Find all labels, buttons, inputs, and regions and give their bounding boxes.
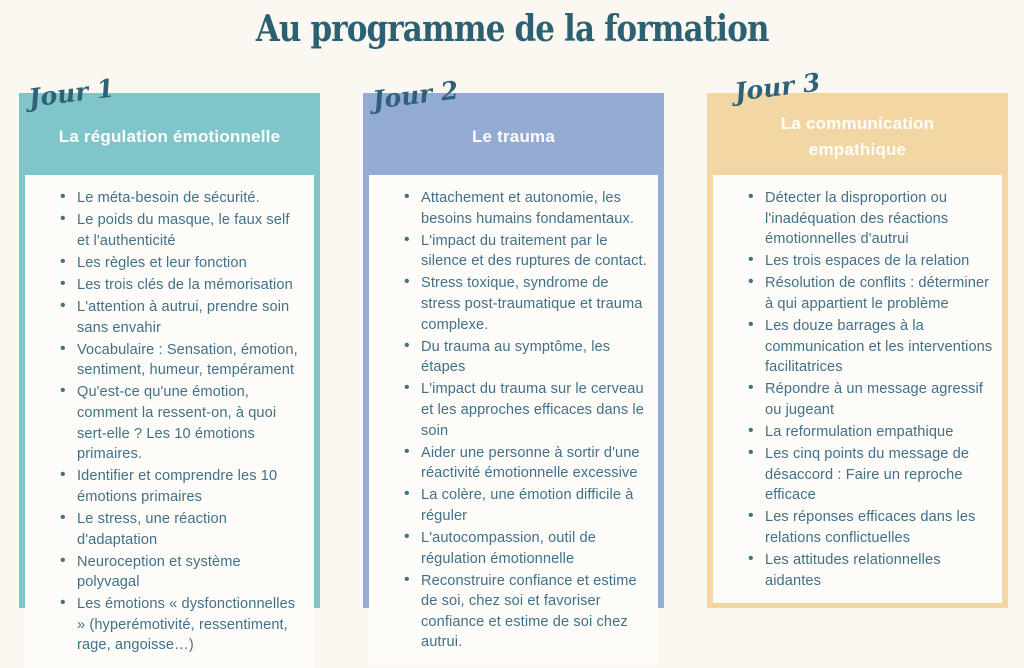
day-2-body bbox=[369, 175, 658, 665]
topic-item: • La reformulation empathique bbox=[747, 422, 994, 443]
topic-item: • Les douze barrages à la communication et les interventions facilitatrices bbox=[747, 316, 994, 378]
topic-item: • Le poids du masque, le faux self et l'authenticité bbox=[59, 210, 306, 251]
day-2-handwritten-label: Jour 2 bbox=[371, 75, 460, 115]
topic-item: • Le stress, une réaction d'adaptation bbox=[59, 509, 306, 550]
page-title-text: Au programme de la formation bbox=[255, 8, 769, 50]
topic-item: • Identifier et comprendre les 10 émotions primaires bbox=[59, 466, 306, 507]
topic-item: • Stress toxique, syndrome de stress post-traumatique et trauma complexe. bbox=[403, 273, 650, 335]
topic-item: • Aider une personne à sortir d'une réactivité émotionnelle excessive bbox=[403, 443, 650, 484]
day-3-topic-list bbox=[713, 175, 1002, 603]
day-3-handwritten-label: Jour 3 bbox=[733, 67, 822, 107]
topic-item: • Attachement et autonomie, les besoins humains fondamentaux. bbox=[403, 188, 650, 229]
page-title bbox=[0, 0, 1024, 50]
topic-item: • L'autocompassion, outil de régulation émotionnelle bbox=[403, 528, 650, 569]
day-1-handwritten-label: Jour 1 bbox=[27, 73, 116, 113]
topic-item: • L'impact du trauma sur le cerveau et les approches efficaces dans le soin bbox=[403, 379, 650, 441]
topic-item: • Répondre à un message agressif ou jugeant bbox=[747, 379, 994, 420]
topic-item: • Les trois espaces de la relation bbox=[747, 251, 994, 272]
day-1-body bbox=[25, 175, 314, 668]
topic-item: • Du trauma au symptôme, les étapes bbox=[403, 337, 650, 378]
day-3-title: La communication empathique bbox=[780, 114, 935, 159]
topic-item: • Les attitudes relationnelles aidantes bbox=[747, 550, 994, 591]
topic-item: • Reconstruire confiance et estime de soi, chez soi et favoriser confiance et estime de soi chez autrui. bbox=[403, 571, 650, 653]
day-2-title: Le trauma bbox=[471, 127, 556, 146]
topic-item: • Les émotions « dysfonctionnelles » (hyperémotivité, ressentiment, rage, angoisse…) bbox=[59, 594, 306, 656]
topic-item: • Les cinq points du message de désaccord : Faire un reproche efficace bbox=[747, 444, 994, 506]
topic-item: • Vocabulaire : Sensation, émotion, sentiment, humeur, tempérament bbox=[59, 340, 306, 381]
topic-item: • Les réponses efficaces dans les relations conflictuelles bbox=[747, 507, 994, 548]
day-columns bbox=[19, 67, 1008, 654]
day-card-jour-2 bbox=[363, 75, 664, 651]
topic-item: • Les règles et leur fonction bbox=[59, 253, 306, 274]
topic-item: • Les trois clés de la mémorisation bbox=[59, 275, 306, 296]
day-3-header bbox=[713, 93, 1002, 175]
topic-item: • Résolution de conflits : déterminer à qui appartient le problème bbox=[747, 273, 994, 314]
day-2-topic-list bbox=[369, 175, 658, 665]
topic-item: • L'impact du traitement par le silence et des ruptures de contact. bbox=[403, 231, 650, 272]
day-1-topic-list bbox=[25, 175, 314, 668]
day-3-body bbox=[713, 175, 1002, 603]
topic-item: • La colère, une émotion difficile à réguler bbox=[403, 485, 650, 526]
topic-item: • Détecter la disproportion ou l'inadéquation des réactions émotionnelles d'autrui bbox=[747, 188, 994, 250]
day-card-jour-1 bbox=[19, 73, 320, 654]
topic-item: • Neuroception et système polyvagal bbox=[59, 552, 306, 593]
day-1-title: La régulation émotionnelle bbox=[58, 127, 281, 146]
day-card-jour-3 bbox=[707, 67, 1008, 608]
topic-item: • Qu'est-ce qu'une émotion, comment la ressent-on, à quoi sert-elle ? Les 10 émotions primaires. bbox=[59, 382, 306, 464]
topic-item: • L'attention à autrui, prendre soin sans envahir bbox=[59, 297, 306, 338]
topic-item: • Le méta-besoin de sécurité. bbox=[59, 188, 306, 209]
